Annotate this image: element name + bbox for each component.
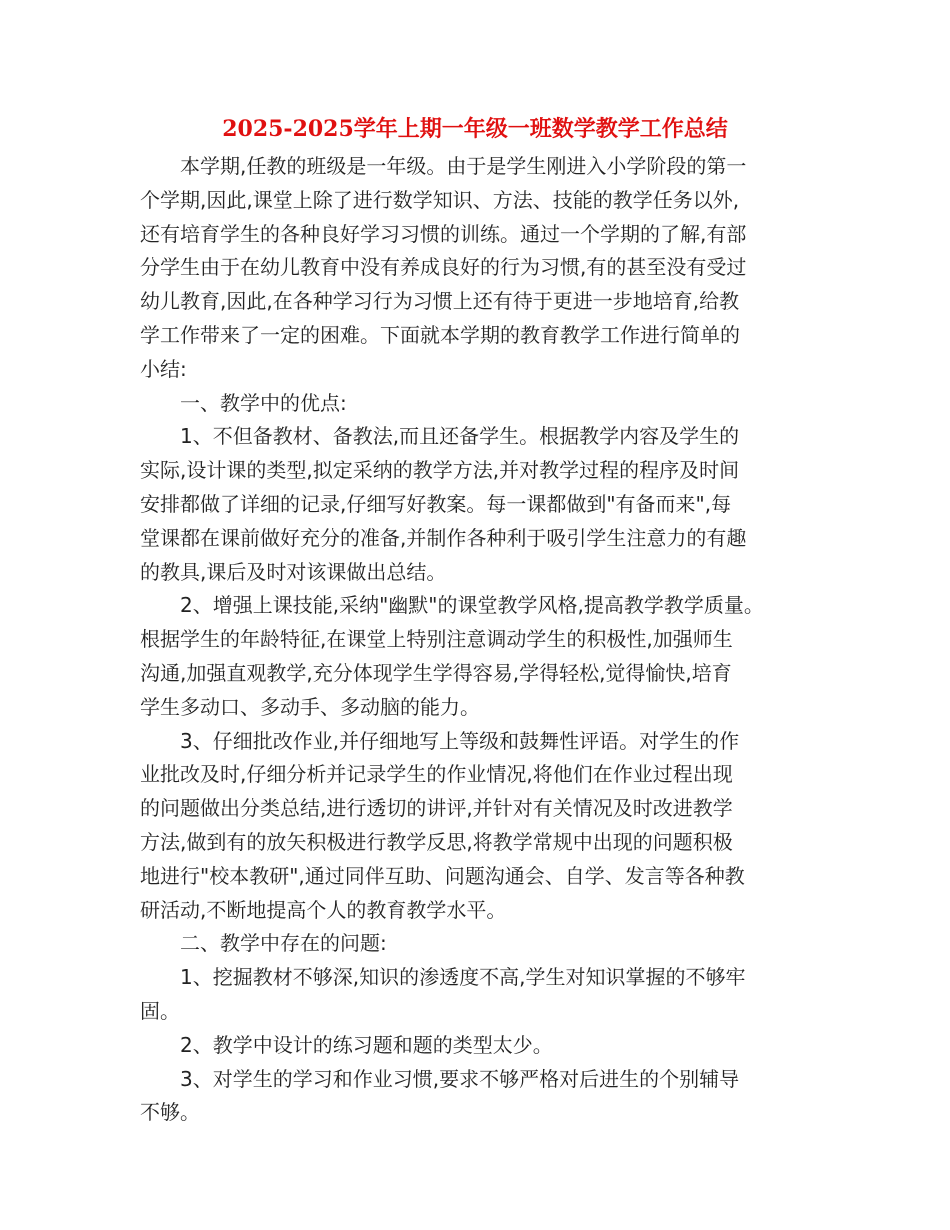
paragraph-advantage-1: 1、不但备教材、备教法,而且还备学生。根据教学内容及学生的 实际,设计课的类型,拟定采纳的教学方法,并对教学过程的程序及时间 安排都做了详细的记录,仔细写好教案。每一课都做到"有备而来",每 堂课都在课前做好充分的准备,并制作各种利于吸引学生注意力的有趣 的教具,课后及时对该课做出总结。 — [140, 424, 747, 584]
heading-problems: 二、教学中存在的问题: — [180, 931, 387, 956]
paragraph-intro: 本学期,任教的班级是一年级。由于是学生刚进入小学阶段的第一 个学期,因此,课堂上除了进行数学知识、方法、技能的教学任务以外, 还有培育学生的各种良好学习习惯的训练。通过一个学期的了解,有部 分学生由于在幼儿教育中没有养成良好的行为习惯,有的甚至没有受过 幼儿教育,因此,在各种学习行为习惯上还有待于更进一步地培育,给教 学工作带来了一定的困难。下面就本学期的教育教学工作进行简单的 小结: — [140, 154, 747, 381]
heading-advantages: 一、教学中的优点: — [180, 390, 347, 415]
paragraph-problem-2: 2、教学中设计的练习题和题的类型太少。 — [180, 1032, 553, 1057]
paragraph-advantage-3: 3、仔细批改作业,并仔细地写上等级和鼓舞性评语。对学生的作 业批改及时,仔细分析并记录学生的作业情况,将他们在作业过程出现 的问题做出分类总结,进行透切的讲评,并针对有关情况及时改进教学 方法,做到有的放矢积极进行教学反思,将教学常规中出现的问题积极 地进行"校本教研",通过同伴互助、问题沟通会、自学、发言等各种教 研活动,不断地提高个人的教育教学水平。 — [140, 728, 745, 922]
paragraph-problem-3: 3、对学生的学习和作业习惯,要求不够严格对后进生的个别辅导 不够。 — [140, 1066, 740, 1125]
document-title: 2025-2025学年上期一年级一班数学教学工作总结 — [222, 116, 728, 142]
paragraph-advantage-2: 2、增强上课技能,采纳"幽默"的课堂教学风格,提高教学教学质量。 根据学生的年龄特征,在课堂上特别注意调动学生的积极性,加强师生 沟通,加强直观教学,充分体现学生学得容易,学得轻松,觉得愉快,培育 学生多动口、多动手、多动脑的能力。 — [140, 593, 764, 719]
document-body — [140, 150, 820, 1130]
paragraph-problem-1: 1、挖掘教材不够深,知识的渗透度不高,学生对知识掌握的不够牢 固。 — [140, 965, 746, 1023]
